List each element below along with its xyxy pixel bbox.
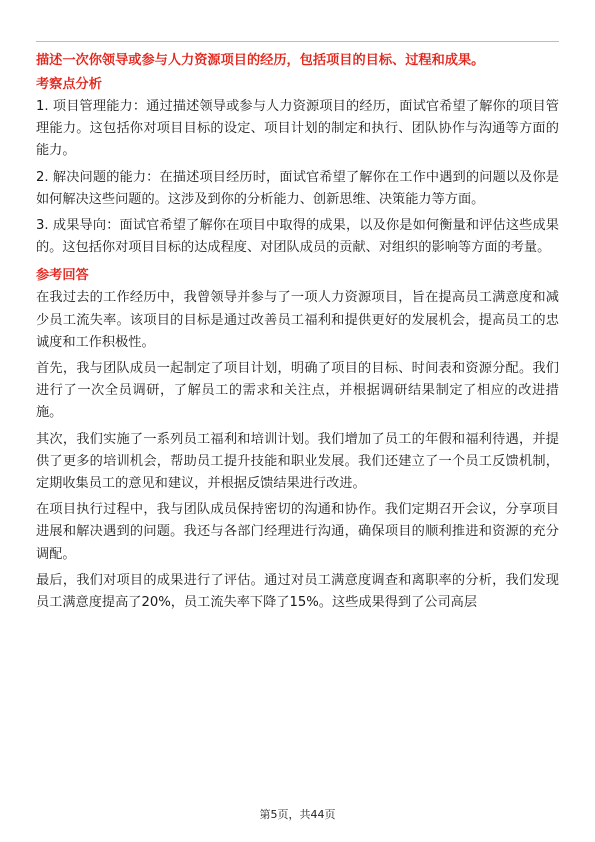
- answer-paragraph: 首先，我与团队成员一起制定了项目计划，明确了项目的目标、时间表和资源分配。我们进行了一次全员调研，了解员工的需求和关注点，并根据调研结果制定了相应的改进措施。: [36, 361, 559, 421]
- answer-paragraph: 在我过去的工作经历中，我曾领导并参与了一项人力资源项目，旨在提高员工满意度和减少员工流失率。该项目的目标是通过改善员工福利和提供更好的发展机会，提高员工的忠诚度和工作积极性。: [36, 290, 559, 350]
- answer-paragraph: 在项目执行过程中，我与团队成员保持密切的沟通和协作。我们定期召开会议，分享项目进展和解决遇到的问题。我还与各部门经理进行沟通，确保项目的顺利推进和资源的充分调配。: [36, 502, 559, 562]
- answer-paragraph: 最后，我们对项目的成果进行了评估。通过对员工满意度调查和离职率的分析，我们发现员工满意度提高了20%，员工流失率下降了15%。这些成果得到了公司高层: [36, 572, 559, 611]
- page-number: 第5页，共44页: [259, 808, 336, 821]
- analysis-item: 3. 成果导向：面试官希望了解你在项目中取得的成果，以及你是如何衡量和评估这些成果的。这包括你对项目目标的达成程度、对团队成员的贡献、对组织的影响等方面的考量。: [36, 218, 559, 256]
- page-content: [36, 50, 559, 618]
- analysis-item: 2. 解决问题的能力：在描述项目经历时，面试官希望了解你在工作中遇到的问题以及你是如何解决这些问题的。这涉及到你的分析能力、创新思维、决策能力等方面。: [36, 169, 559, 207]
- question-title: 描述一次你领导或参与人力资源项目的经历，包括项目的目标、过程和成果。: [36, 53, 485, 68]
- answer-heading: 参考回答: [36, 268, 89, 284]
- answer-paragraph: 其次，我们实施了一系列员工福利和培训计划。我们增加了员工的年假和福利待遇，并提供了更多的培训机会，帮助员工提升技能和职业发展。我们还建立了一个员工反馈机制，定期收集员工的意见和建议，并根据反馈结果进行改进。: [36, 431, 559, 492]
- analysis-heading: 考察点分析: [36, 77, 102, 92]
- header-rule: [36, 41, 559, 42]
- analysis-item: 1. 项目管理能力：通过描述领导或参与人力资源项目的经历，面试官希望了解你的项目管理能力。这包括你对项目目标的设定、项目计划的制定和执行、团队协作与沟通等方面的能力。: [36, 99, 559, 159]
